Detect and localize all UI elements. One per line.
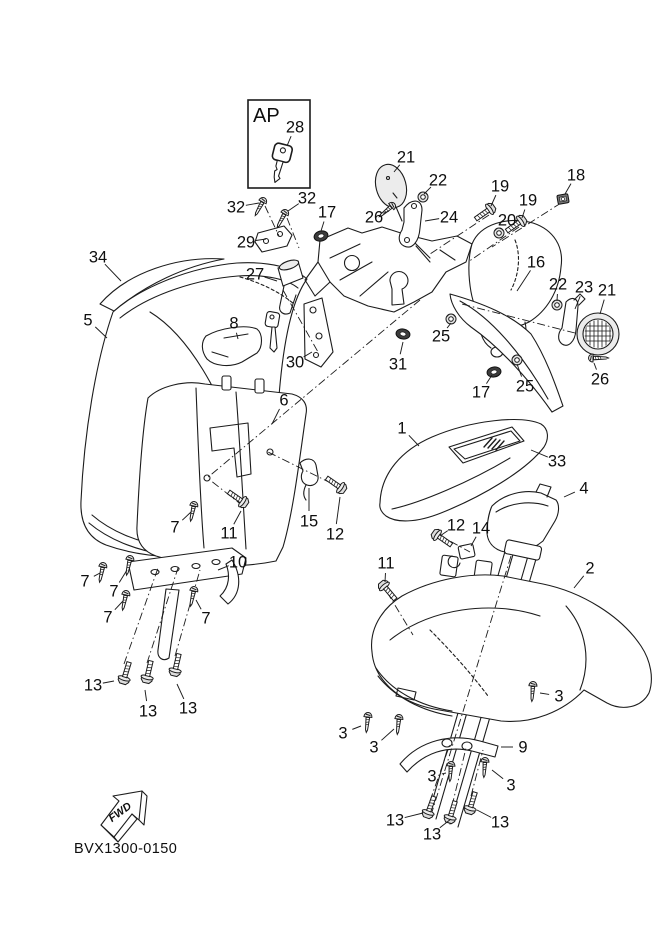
svg-text:1: 1 <box>397 419 407 438</box>
fastener-bolt <box>140 660 157 685</box>
callout-31 <box>389 342 407 374</box>
svg-text:3: 3 <box>554 687 564 706</box>
svg-text:3: 3 <box>427 767 437 786</box>
svg-text:17: 17 <box>317 203 337 222</box>
callout-3 <box>338 725 361 743</box>
fastener-nut <box>446 314 456 324</box>
callout-4 <box>564 480 589 498</box>
svg-text:2: 2 <box>585 559 595 578</box>
callout-32 <box>227 199 259 217</box>
fastener-screw <box>96 562 108 583</box>
fastener-grommet <box>395 328 411 340</box>
fastener-screw <box>393 714 403 735</box>
svg-text:24: 24 <box>439 208 459 227</box>
svg-text:26: 26 <box>590 370 610 389</box>
svg-text:7: 7 <box>80 572 90 591</box>
callout-21 <box>394 149 415 173</box>
svg-text:13: 13 <box>178 699 198 718</box>
fastener-nut <box>494 228 504 238</box>
callout-12 <box>326 497 344 544</box>
callout-25 <box>432 323 451 346</box>
fastener-bolt <box>472 201 498 224</box>
svg-text:32: 32 <box>297 189 317 208</box>
callout-7 <box>196 600 211 628</box>
svg-text:12: 12 <box>446 516 466 535</box>
key-box-label: AP <box>253 105 280 127</box>
svg-text:19: 19 <box>490 177 510 196</box>
key-icon <box>266 142 293 184</box>
svg-text:5: 5 <box>83 311 93 330</box>
svg-text:13: 13 <box>138 702 158 721</box>
callout-13 <box>84 677 114 695</box>
svg-text:21: 21 <box>597 281 617 300</box>
part-30-plate <box>304 298 333 367</box>
svg-text:20: 20 <box>497 211 517 230</box>
svg-text:16: 16 <box>526 253 546 272</box>
callout-13 <box>386 812 423 830</box>
svg-text:31: 31 <box>388 355 408 374</box>
callout-20 <box>498 212 516 230</box>
svg-text:25: 25 <box>431 327 451 346</box>
callout-24 <box>425 209 458 227</box>
part-2-front-fender <box>372 575 652 722</box>
svg-text:17: 17 <box>471 383 491 402</box>
svg-text:7: 7 <box>103 608 113 627</box>
svg-text:28: 28 <box>285 118 305 137</box>
svg-text:32: 32 <box>226 198 246 217</box>
svg-text:3: 3 <box>369 738 379 757</box>
svg-text:13: 13 <box>422 825 442 844</box>
fastener-bolt <box>117 660 135 685</box>
svg-text:14: 14 <box>471 519 491 538</box>
fwd-arrow <box>101 791 147 842</box>
svg-text:23: 23 <box>574 278 594 297</box>
fastener-nut <box>512 355 522 365</box>
svg-text:3: 3 <box>506 776 516 795</box>
callout-2 <box>574 560 595 589</box>
callout-34 <box>89 249 121 282</box>
svg-text:21: 21 <box>396 148 416 167</box>
svg-text:15: 15 <box>299 512 319 531</box>
callout-13 <box>477 810 509 832</box>
svg-text:25: 25 <box>515 377 535 396</box>
key-variant-box <box>248 100 310 188</box>
svg-text:10: 10 <box>228 553 248 572</box>
svg-text:22: 22 <box>428 171 448 190</box>
drawing-code: BVX1300-0150 <box>74 841 178 857</box>
callout-13 <box>423 819 451 844</box>
svg-text:22: 22 <box>548 275 568 294</box>
callout-17 <box>472 375 492 402</box>
svg-text:13: 13 <box>83 676 103 695</box>
callout-17 <box>318 204 336 232</box>
callout-7 <box>103 601 123 627</box>
fastener-nut <box>552 300 562 310</box>
fastener-bolt <box>168 653 185 678</box>
svg-text:7: 7 <box>201 609 211 628</box>
fastener-clip <box>557 194 569 205</box>
callout-19 <box>491 178 509 207</box>
callout-3 <box>369 729 394 757</box>
svg-text:13: 13 <box>490 813 510 832</box>
callout-7 <box>80 573 100 591</box>
callout-22 <box>424 172 447 195</box>
callout-18 <box>565 167 585 195</box>
svg-text:11: 11 <box>220 524 238 543</box>
callout-12 <box>440 517 465 537</box>
callout-14 <box>471 520 490 547</box>
callout-1 <box>397 420 419 447</box>
callout-13 <box>177 684 197 718</box>
svg-text:33: 33 <box>547 452 567 471</box>
callout-26 <box>591 363 609 389</box>
svg-text:7: 7 <box>109 582 119 601</box>
svg-text:26: 26 <box>364 208 384 227</box>
callout-11 <box>377 555 394 583</box>
svg-text:34: 34 <box>88 248 108 267</box>
svg-text:30: 30 <box>285 353 305 372</box>
part-21-reflector <box>577 313 619 355</box>
fastener-screw <box>119 590 131 611</box>
part-29-bracket <box>255 226 292 252</box>
svg-text:9: 9 <box>518 738 528 757</box>
svg-text:29: 29 <box>236 233 256 252</box>
svg-text:6: 6 <box>279 391 289 410</box>
callout-3 <box>492 770 516 795</box>
svg-text:3: 3 <box>338 724 348 743</box>
fastener-screw <box>362 712 372 733</box>
fastener-screw <box>480 757 489 778</box>
svg-text:19: 19 <box>518 191 538 210</box>
fastener-bolt <box>443 799 461 824</box>
fastener-grommet <box>486 366 502 378</box>
callout-9 <box>501 739 528 757</box>
callout-13 <box>139 690 157 721</box>
svg-text:7: 7 <box>170 518 180 537</box>
svg-text:4: 4 <box>579 479 589 498</box>
callout-15 <box>300 488 318 531</box>
fastener-bolt <box>323 473 349 496</box>
fwd-arrow-label: FWD <box>106 800 134 825</box>
callout-32 <box>288 190 316 212</box>
svg-text:8: 8 <box>229 314 239 333</box>
callout-19 <box>519 192 537 219</box>
svg-text:27: 27 <box>245 265 265 284</box>
fastener-screw <box>187 586 199 607</box>
svg-text:11: 11 <box>377 554 395 573</box>
svg-text:13: 13 <box>385 811 405 830</box>
callout-5 <box>83 312 107 339</box>
fastener-nut <box>418 192 428 202</box>
svg-text:12: 12 <box>325 525 345 544</box>
svg-text:18: 18 <box>566 166 586 185</box>
callout-21 <box>598 282 616 315</box>
